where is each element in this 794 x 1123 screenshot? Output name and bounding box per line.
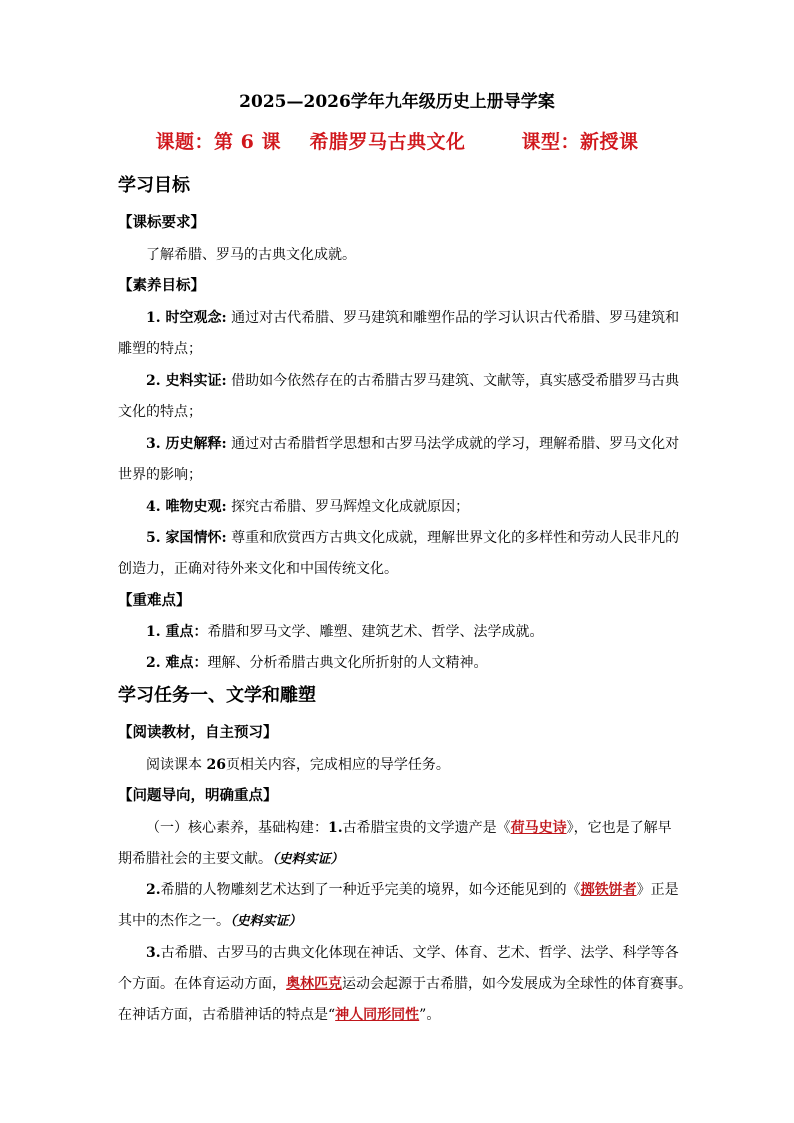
goal-item-4 xyxy=(118,497,678,517)
task1-heading: 学习任务一、文学和雕塑 xyxy=(118,685,316,706)
goal-item-1-cont: 雕塑的特点； xyxy=(118,341,202,357)
key-label: 1. 重点： xyxy=(146,624,208,640)
skill-hint: （史料实证） xyxy=(230,914,302,929)
key-heading: 【重难点】 xyxy=(118,593,191,609)
goal-label: 4. 唯物史观: xyxy=(146,499,227,515)
question-number: 1. xyxy=(328,820,343,836)
goal-label: 2. 史料实证: xyxy=(146,373,227,389)
question-text-end: 》，它也是了解早 xyxy=(566,820,672,836)
lesson-subtitle xyxy=(0,132,794,152)
question-text: 其中的杰作之一。 xyxy=(118,913,230,929)
goal-text: 尊重和欣赏西方古典文化成就，理解世界文化的多样性和劳动人民非凡的 xyxy=(231,530,680,546)
goal-item-2-cont: 文化的特点； xyxy=(118,404,202,420)
question-text: 运动会起源于古希腊，如今发展成为全球性的体育赛事。 xyxy=(342,976,692,992)
key-point-1 xyxy=(118,622,678,642)
question-number: 3. xyxy=(146,945,161,961)
lesson-name: 希腊罗马古典文化 xyxy=(309,131,466,153)
lesson-type: 课型：新授课 xyxy=(521,131,639,153)
question-1-cont xyxy=(118,849,678,870)
goal-text: 借助如今依然存在的古希腊古罗马建筑、文献等，真实感受希腊罗马古典 xyxy=(231,373,680,389)
standard-text: 了解希腊、罗马的古典文化成就。 xyxy=(146,247,356,263)
question-3-cont xyxy=(118,974,692,994)
goal-label: 1. 时空观念: xyxy=(146,310,227,326)
key-text: 理解、分析希腊古典文化所折射的人文精神。 xyxy=(207,655,488,671)
question-text: 期希腊社会的主要文献。 xyxy=(118,851,272,867)
question-text: 希腊的人物雕刻艺术达到了一种近乎完美的境界，如今还能见到的《 xyxy=(160,882,581,898)
skill-hint: （史料实证） xyxy=(272,852,344,867)
question-text: 个方面。在体育运动方面， xyxy=(118,976,286,992)
goal-item-5-cont: 创造力，正确对待外来文化和中国传统文化。 xyxy=(118,561,398,577)
literacy-heading: 【素养目标】 xyxy=(118,278,205,294)
page-title: 2025—2026学年九年级历史上册导学案 xyxy=(239,92,555,112)
goal-text: 探究古希腊、罗马辉煌文化成就原因； xyxy=(231,499,470,515)
question-3-cont-2 xyxy=(118,1005,678,1025)
question-text: ”。 xyxy=(419,1007,441,1023)
goal-text: 通过对古代希腊、罗马建筑和雕塑作品的学习认识古代希腊、罗马建筑和 xyxy=(231,310,680,326)
question-text: 古希腊宝贵的文学遗产是《 xyxy=(342,820,511,836)
answer-text: 掷铁饼者 xyxy=(580,882,637,898)
question-3 xyxy=(118,943,678,963)
goal-item-1 xyxy=(118,308,678,328)
goals-heading: 学习目标 xyxy=(118,175,190,196)
lesson-number: 课题：第 6 课 xyxy=(155,131,281,153)
read-pre: 阅读课本 xyxy=(146,757,207,773)
question-text: 古希腊、古罗马的古典文化体现在神话、文学、体育、艺术、哲学、法学、科学等各 xyxy=(160,945,679,961)
key-text: 希腊和罗马文学、雕塑、建筑艺术、哲学、法学成就。 xyxy=(207,624,544,640)
goal-item-3 xyxy=(118,434,678,454)
key-label: 2. 难点： xyxy=(146,655,208,671)
guide-heading: 【问题导向，明确重点】 xyxy=(118,788,278,804)
goal-text: 通过对古希腊哲学思想和古罗马法学成就的学习，理解希腊、罗马文化对 xyxy=(231,436,680,452)
question-number: 2. xyxy=(146,882,161,898)
read-heading: 【阅读教材，自主预习】 xyxy=(118,725,278,741)
goal-item-2 xyxy=(118,371,678,391)
answer-text: 神人同形同性 xyxy=(335,1007,420,1023)
question-1 xyxy=(118,818,678,838)
question-text: 在神话方面，古希腊神话的特点是“ xyxy=(118,1007,336,1023)
read-text xyxy=(118,755,678,775)
goal-item-3-cont: 世界的影响； xyxy=(118,467,202,483)
question-2-cont xyxy=(118,911,678,932)
question-2 xyxy=(118,880,678,900)
question-text-end: 》正是 xyxy=(636,882,679,898)
standard-heading: 【课标要求】 xyxy=(118,215,205,231)
answer-text: 奥林匹克 xyxy=(286,976,342,992)
goal-label: 5. 家国情怀: xyxy=(146,530,227,546)
goal-item-5 xyxy=(118,528,678,548)
read-page: 26 xyxy=(206,757,226,773)
goal-label: 3. 历史解释: xyxy=(146,436,227,452)
section-label: （一）核心素养，基础构建： xyxy=(146,820,328,836)
key-point-2 xyxy=(118,653,678,673)
answer-text: 荷马史诗 xyxy=(510,820,567,836)
read-post: 页相关内容，完成相应的导学任务。 xyxy=(225,757,450,773)
